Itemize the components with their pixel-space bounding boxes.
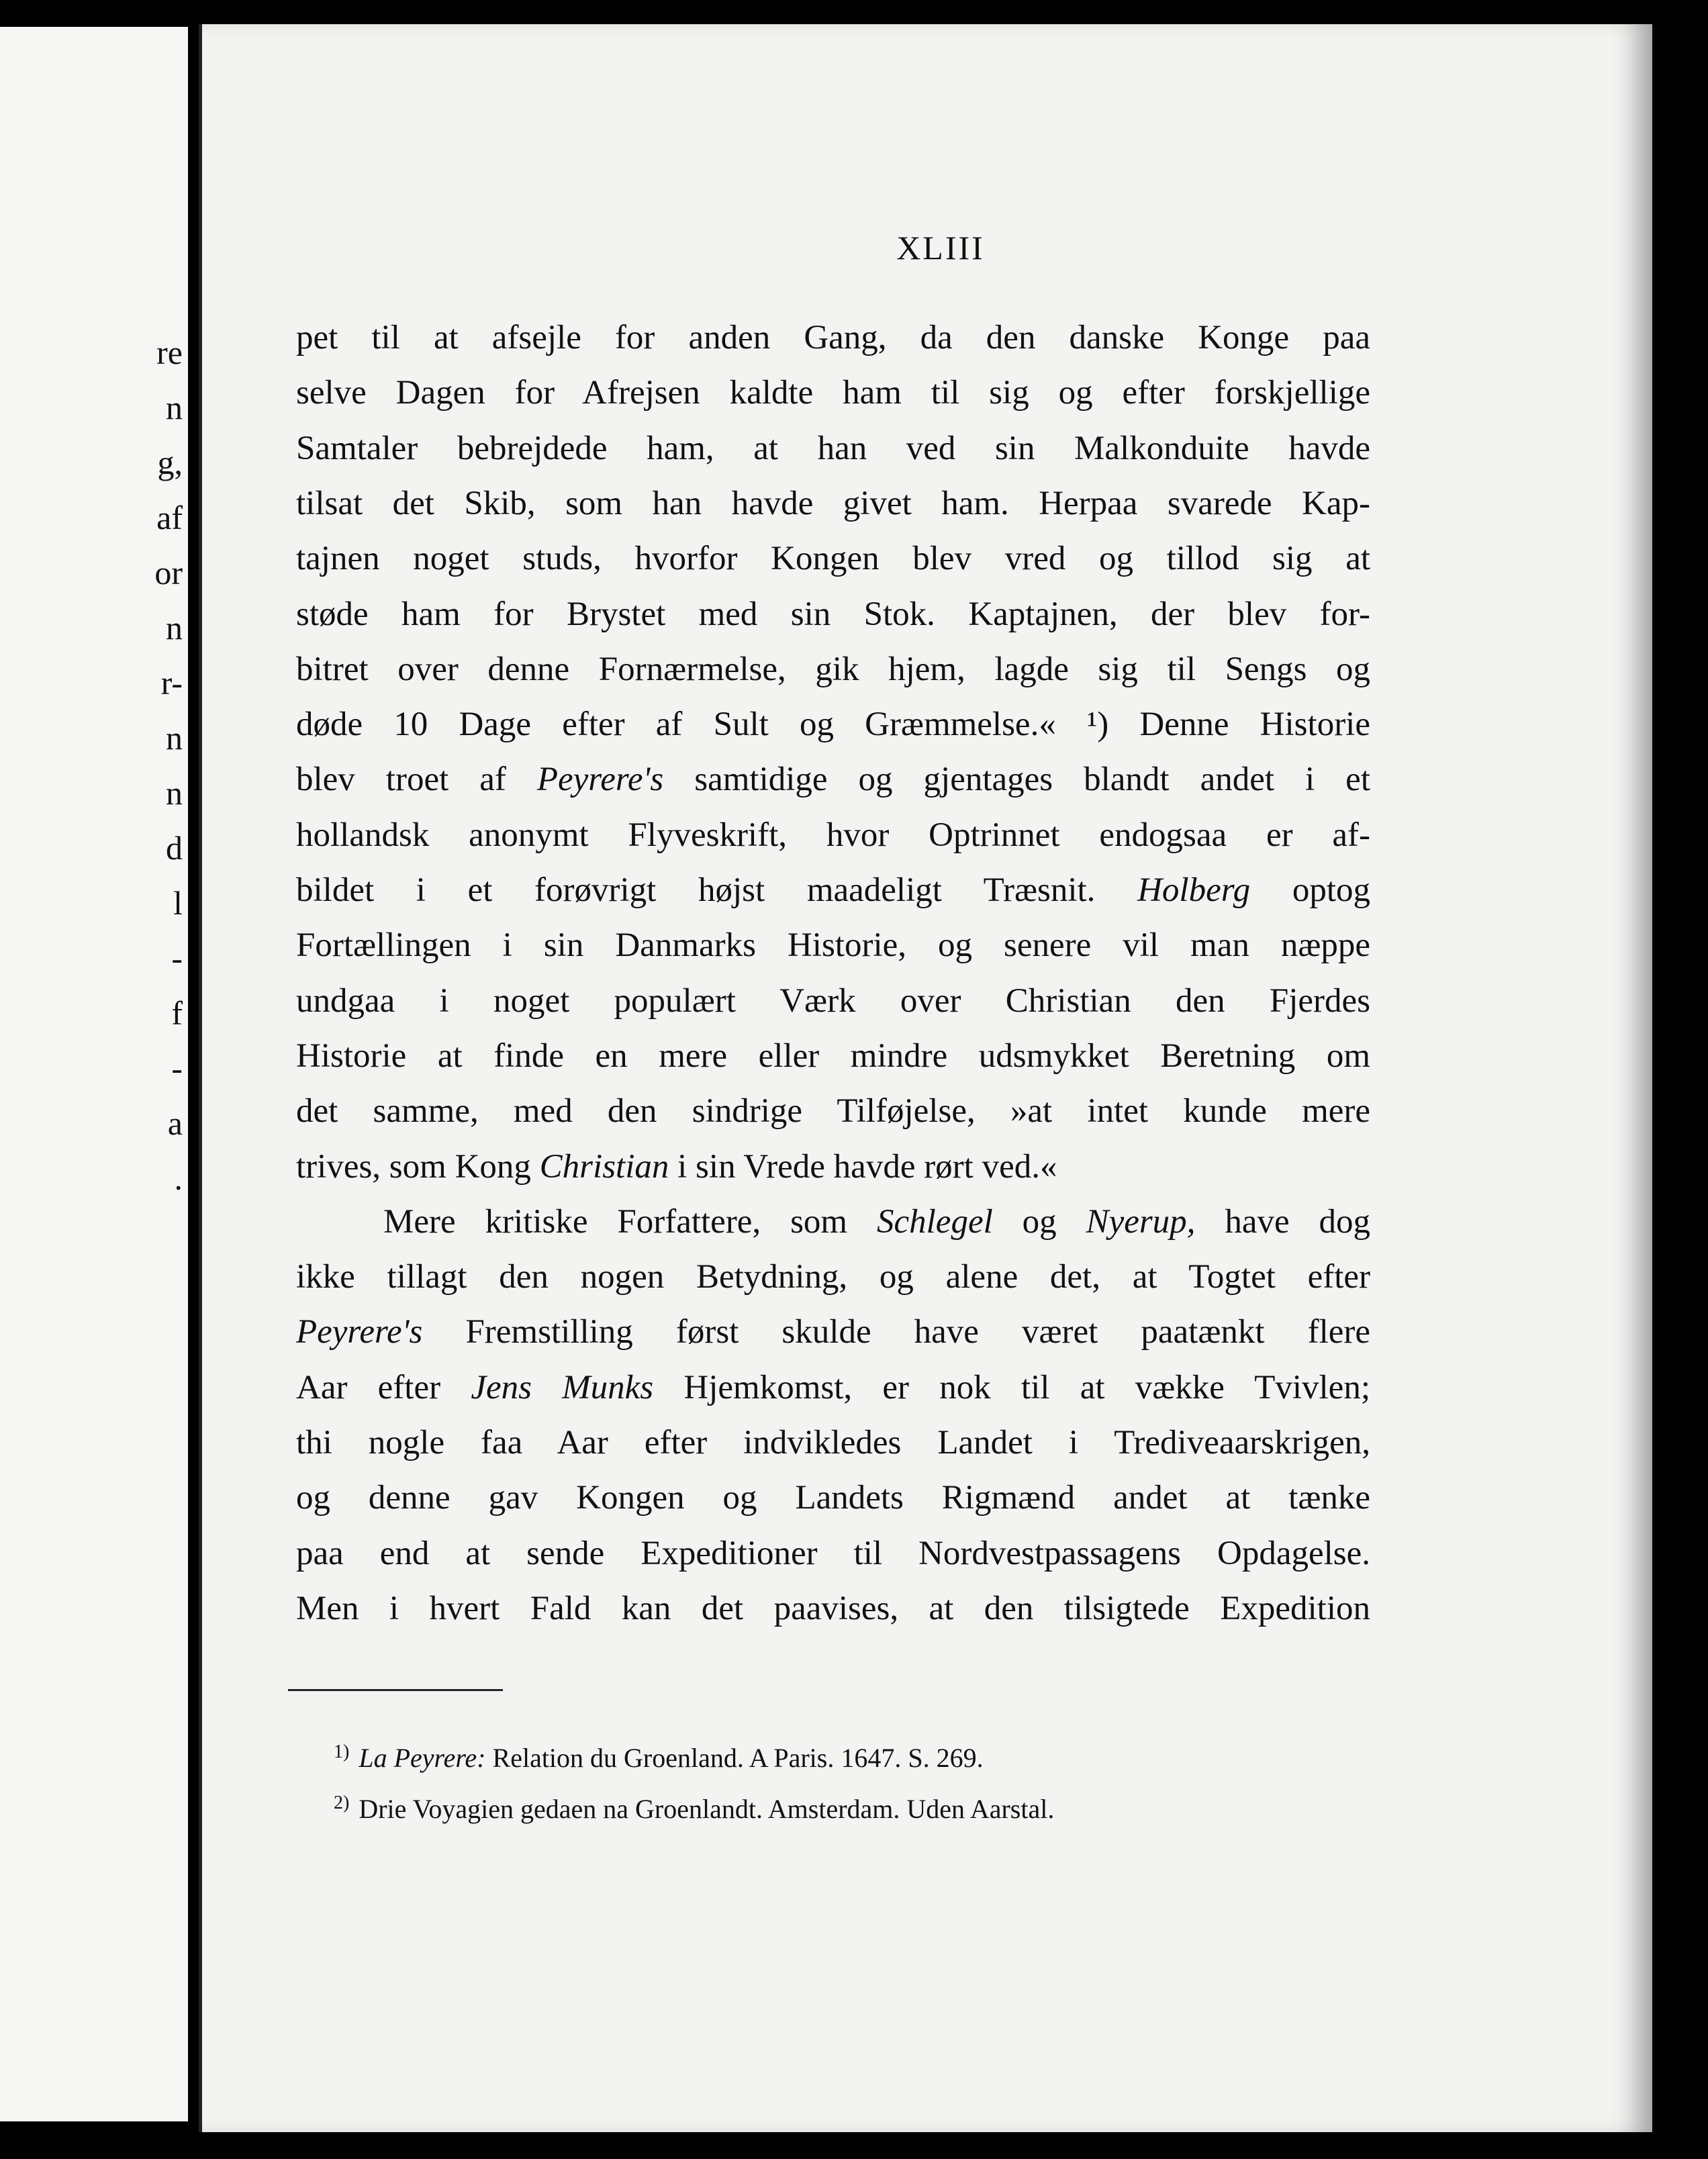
body-line [296, 1589, 1370, 1628]
text-run: støde ham for Brystet med sin Stok. Kaptajnen, der blev for- [296, 595, 1370, 633]
text-run: Men i hvert Fald kan det paavises, at den tilsigtede Expedition [296, 1589, 1370, 1627]
body-line [296, 1312, 1370, 1351]
body-line [296, 373, 1370, 412]
text-run: thi nogle faa Aar efter indvikledes Landet i Trediveaarskrigen, [296, 1424, 1370, 1461]
body-line [296, 1147, 1370, 1186]
text-run: Samtaler bebrejdede ham, at han ved sin Malkonduite havde [296, 429, 1370, 467]
left-page-fragment: l [173, 884, 183, 922]
left-page-fragment: f [171, 994, 183, 1032]
body-line [296, 429, 1370, 468]
body-line [296, 981, 1370, 1020]
footnote-mark: 1) [334, 1741, 350, 1762]
text-run: tilsat det Skib, som han havde givet ham. Herpaa svarede Kap- [296, 484, 1370, 522]
left-page-fragment: af [156, 499, 183, 536]
page-number: XLIII [896, 229, 985, 267]
text-run: trives, som Kong [296, 1147, 540, 1186]
italic-text: Holberg [1137, 871, 1251, 909]
text-run: og [992, 1202, 1086, 1241]
text-run: Hjemkomst, er nok til at vække Tvivlen; [653, 1368, 1370, 1406]
body-line [296, 650, 1370, 689]
left-page-fragment: re [156, 334, 183, 371]
text-run: Historie at finde en mere eller mindre udsmykket Beretning om [296, 1037, 1370, 1075]
text-run: Mere kritiske Forfattere, som [383, 1202, 877, 1241]
text-run: bitret over denne Fornærmelse, gik hjem, lagde sig til Sengs og [296, 650, 1370, 688]
left-page-text-fragments [129, 27, 183, 2121]
body-line [296, 484, 1370, 523]
text-run: og denne gav Kongen og Landets Rigmænd andet at tænke [296, 1479, 1370, 1517]
italic-text: Christian [539, 1147, 669, 1186]
text-run: selve Dagen for Afrejsen kaldte ham til sig og efter forskjellige [296, 374, 1370, 412]
left-page-fragment: a [167, 1104, 183, 1142]
italic-text: Nyerup, [1086, 1202, 1196, 1241]
left-page-fragment: d [166, 829, 183, 867]
text-run: pet til at afsejle for anden Gang, da den danske Konge paa [296, 319, 1370, 356]
left-page-fragment: n [166, 774, 183, 812]
footnote-mark: 2) [334, 1792, 350, 1813]
text-run: døde 10 Dage efter af Sult og Græmmelse.« ¹) Denne Historie [296, 706, 1370, 744]
footnote [334, 1741, 984, 1774]
text-run: i sin Vrede havde rørt ved.« [669, 1147, 1057, 1186]
text-run: Fortællingen i sin Danmarks Historie, og senere vil man næppe [296, 926, 1370, 965]
body-line [296, 1478, 1370, 1517]
text-run: Fremstilling først skulde have været paatænkt flere [422, 1313, 1370, 1351]
left-page-fragment: . [174, 1159, 183, 1197]
body-line [296, 705, 1370, 744]
text-run: have dog [1195, 1202, 1371, 1241]
text-run: bildet i et forøvrigt højst maadeligt Træsnit. [296, 871, 1138, 909]
left-page-fragment: - [171, 1049, 183, 1087]
body-line [296, 871, 1370, 910]
body-line [296, 539, 1370, 578]
left-page-fragment: r- [160, 664, 183, 702]
italic-text: Peyrere's [536, 761, 664, 799]
italic-text: La Peyrere: [359, 1743, 486, 1773]
italic-text: Schlegel [877, 1202, 993, 1241]
left-page-fragment: g, [157, 444, 183, 481]
footnote-rule [288, 1689, 503, 1691]
body-line [296, 1092, 1370, 1131]
right-page [199, 24, 1652, 2132]
left-page-fragment: n [166, 609, 183, 646]
text-run: tajnen noget studs, hvorfor Kongen blev vred og tillod sig at [296, 540, 1370, 578]
text-run: Relation du Groenland. A Paris. 1647. S. 269. [485, 1743, 984, 1773]
text-run: blev troet af [296, 761, 537, 799]
text-run: hollandsk anonymt Flyveskrift, hvor Optrinnet endogsaa er af- [296, 816, 1370, 854]
left-page-fragment: - [171, 939, 183, 977]
body-line [296, 1368, 1370, 1407]
body-line [296, 926, 1370, 965]
body-line [296, 760, 1370, 799]
footnote [334, 1792, 1054, 1825]
body-line [296, 1037, 1370, 1075]
body-line [296, 1257, 1370, 1296]
body-line [296, 1534, 1370, 1573]
left-page-fragment: n [166, 719, 183, 757]
text-run: samtidige og gjentages blandt andet i et [663, 761, 1370, 799]
italic-text: Peyrere's [296, 1313, 423, 1351]
body-line [296, 1423, 1370, 1462]
text-run: optog [1250, 871, 1371, 909]
text-run: paa end at sende Expeditioner til Nordvestpassagens Opdagelse. [296, 1534, 1370, 1572]
left-page-edge [0, 27, 188, 2121]
left-page-fragment: n [166, 389, 183, 426]
body-line [296, 595, 1370, 634]
text-run: ikke tillagt den nogen Betydning, og alene det, at Togtet efter [296, 1258, 1370, 1296]
text-run: Drie Voyagien gedaen na Groenlandt. Amsterdam. Uden Aarstal. [359, 1794, 1055, 1824]
body-line [383, 1202, 1370, 1241]
italic-text: Jens Munks [471, 1368, 654, 1406]
text-run: det samme, med den sindrige Tilføjelse, »at intet kunde mere [296, 1092, 1370, 1131]
body-line [296, 816, 1370, 855]
text-run: Aar efter [296, 1368, 471, 1406]
body-line [296, 318, 1370, 357]
left-page-fragment: or [154, 554, 183, 591]
text-run: undgaa i noget populært Værk over Christian den Fjerdes [296, 981, 1370, 1020]
